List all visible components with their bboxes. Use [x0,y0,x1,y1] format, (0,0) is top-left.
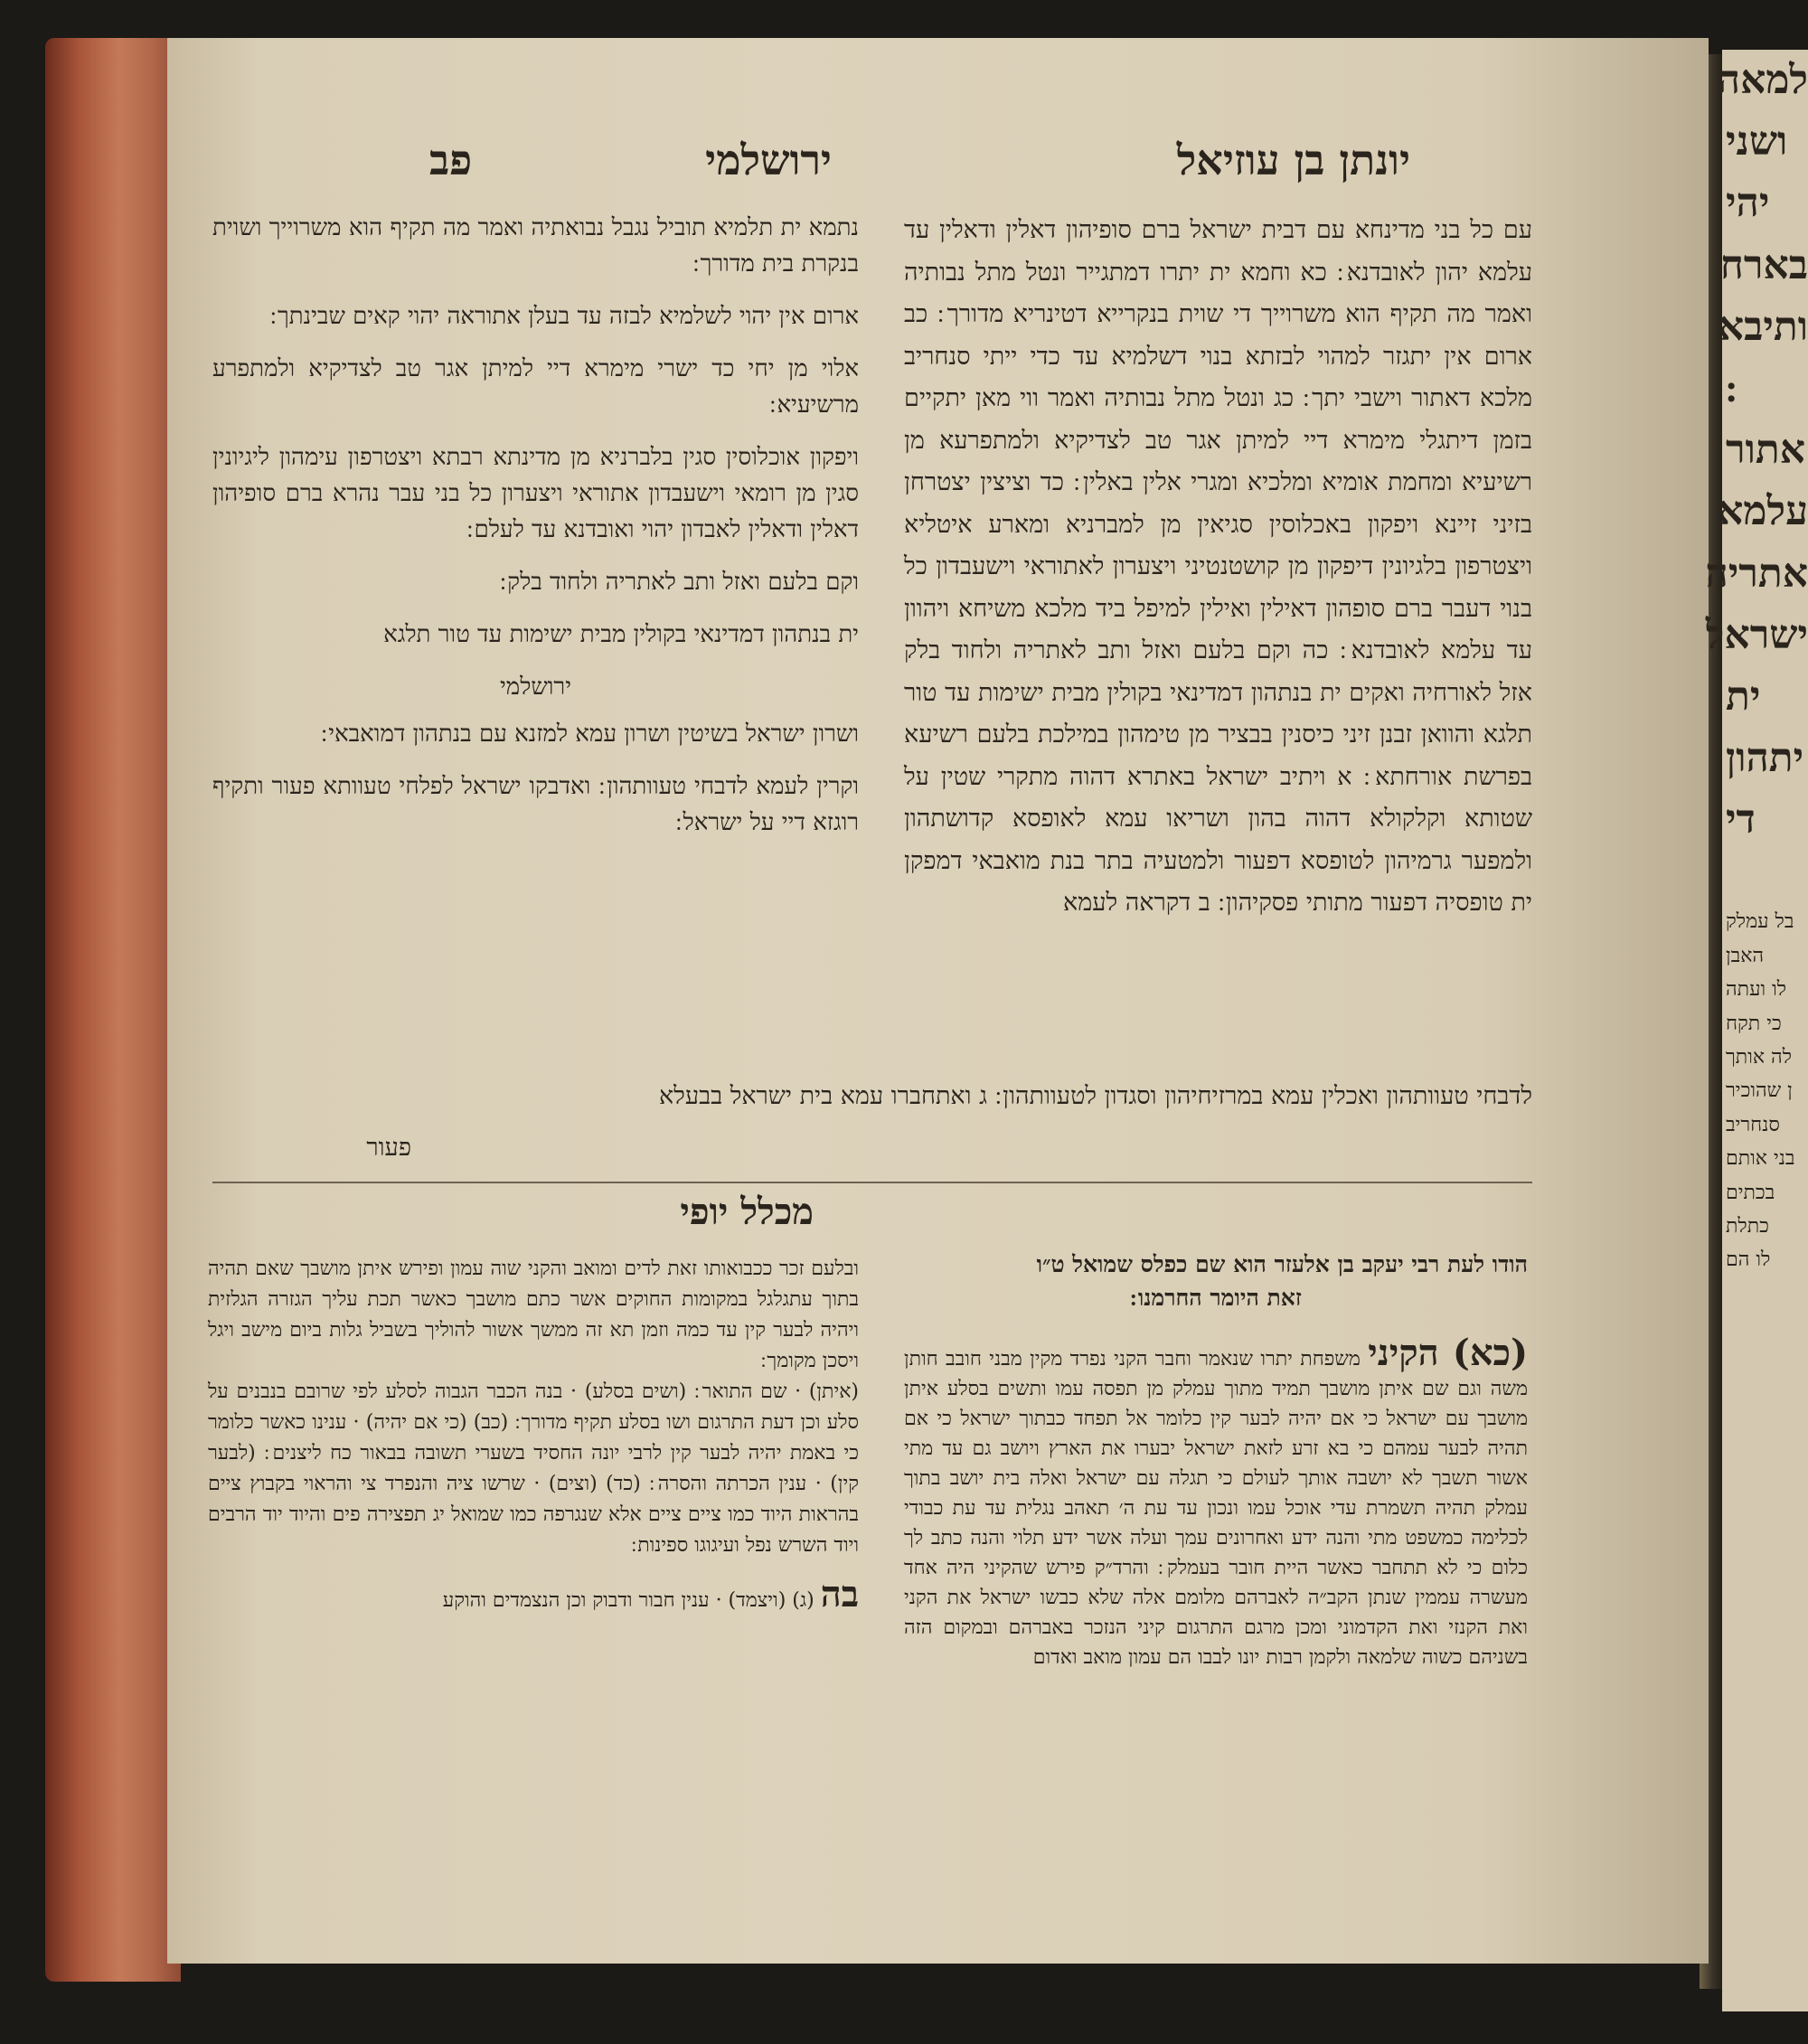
adjacent-page-lines [1705,50,1808,851]
yerushalmi-verse: ית בנתהון דמדינאי בקולין מבית ישימות עד טור תלגא [383,621,859,648]
adjacent-page-word: יהי [1726,180,1770,227]
targum-bottom-line: לדבחי טעוותהון ואכלין עמא במרזיחיהון וסגדון לטעוותהון ׃ ג ואתחברו עמא בית ישראל בבעלא [658,1082,1532,1110]
adjacent-page-word: עלמא [1718,488,1808,535]
running-header [393,136,1410,199]
adjacent-page-word: די [1726,796,1756,843]
targum-yonatan-column: עם כל בני מדינחא עם דבית ישראל ברם סופיהון דאלין ודאלין עד עלמא יהון לאובדנא ׃ כא וחמא ית יתרו דמתגייר ונטל מתל נבותיה ואמר מה תקיף הוא משרוייך די שוית בנקרייא דטינריא מדורך ׃ כב ארום אין יתגזר למהוי לבזתא בנוי דשלמיא עד כדי ייתי סנחריב מלכא דאתור וישבי יתך ׃ כג ונטל מתל נבותיה ואמר ווי מאן יתקיים בזמן דיתגלי מימרא דיי למיתן אגר טב לצדיקיא ולמתפרעא מן רשיעיא ומחמת אומיא ומלכיא ומגרי אלין באלין ׃ כד וציצין יצטרחן בזיני זיינא ויפקון באכלוסין סגיאין מן למברניא ומארע איטליא ויצטרפון בלגיונין דיפקון מן קושטנטיני ויצערון לאתוראי וישעבדון כל בנוי דעבר ברם סופהון דאילין ואילין למיפל ביד מלכא משיחא ויהוון עד עלמא לאובדנא ׃ כה וקם בלעם ואזל ותב לאתריה ולחוד בלק אזל לאורחיה ואקים ית בנתהון דמדינאי בקולין מבית ישימות עד טור תלגא והוואן זבנן זיני כיסנין בבציר מן טימהון במילכת בלעם רשיעא בפרשת אורחתא ׃ א ויתיב ישראל באתרא דהוה מתקרי שטין על שטותא וקלקולא דהוה בהון ושריאו עמא לאופסא קדושתהון ולמפער גרמיהון לטופסא דפעור ולמטעיה בתר בנת מואבאי דמפקן ית טופסיה דפעור מתותי פסקיהון ׃ ב דקראה לעמא [904,216,1532,917]
yerushalmi-subheading: ירושלמי [499,673,572,701]
adjacent-page-note: בני אותם [1726,1147,1795,1171]
commentary-paragraph: (איתן) · שם התואר ׃ (ושים בסלע) · בנה הכבר הגבוה לסלע לפי שרובם בנבנים על סלע וכן דעת התרגום ושו בסלע תקיף מדורך ׃ (כב) (כי אם יהיה) · ענינו כאשר כלומר כי באמת יהיה לבער קין לרבי יונה החסיד בשערי תשובה בבאור כח ליצנים ׃ (לבער קין) · ענין הכרתה והסרה ׃ (כד) (וצים) · שרשו ציה והנפרד צי והראוי בקבוץ ציים בהראות היוד כמו ציים ציים אלא שנגרפה כמו שמואל יג תפצירה פים והיוד יוד הרבים ויוד השרש נפל ועיגוגו ספינות ׃ [208,1380,859,1557]
adjacent-page-note: ן שהוכיר [1726,1079,1793,1103]
commentary-intro-2: זאת היומר החרמנו ׃ [1130,1285,1302,1311]
commentary-lemma: (כא) הקיני [1368,1332,1528,1374]
yerushalmi-verse: ושרון ישראל בשיטין ושרון עמא למזנא עם בנתהון דמואבאי ׃ [320,721,859,748]
adjacent-page-word: ית [1726,673,1761,720]
adjacent-page-small-lines [1722,905,1808,1276]
page-number: פב [429,136,473,184]
commentary-paragraph [904,1332,1529,1672]
yerushalmi-verse: אלוי מן יחי כד ישרי מימרא דיי למיתן אגר טב לצדיקיא ולמתפרע מרשיעיא ׃ [212,355,859,419]
adjacent-page-word: ושני [1726,118,1788,165]
header-title-yonatan: יונתן בן עוזיאל [1176,136,1410,184]
section-divider [212,1182,1532,1183]
book-page [167,38,1709,1964]
adjacent-page-word: ותיבא [1718,303,1808,350]
book-page-edge [45,38,181,1982]
header-title-yerushalmi: ירושלמי [705,136,832,184]
adjacent-page-note: האבן [1726,944,1765,967]
commentary-paragraph: ובלעם זכר ככבואותו זאת לדים ומואב והקני שוה עמון ופירש איתן מושבך שאם תהיה בתוך עתגלגל במקומות החוקים אשר כתם מושבך כאשר תכת עליך הגזרה הגלזית ויהיה לבער קין עד כמה וזמן תא זה ממשך אשור להוליך בשביל גלות ביום מישב ויגל ויסכן מקומך ׃ [208,1257,859,1372]
adjacent-page-note: סנחריב [1726,1113,1780,1136]
adjacent-page-word: יתהון [1726,735,1804,782]
commentary-right-column [904,1249,1528,1672]
adjacent-page-note: לה אותך [1726,1046,1792,1069]
adjacent-page-word: ישראל [1705,611,1808,658]
commentary-lemma: בה [820,1573,859,1615]
commentary-title: מכלל יופי [680,1191,814,1233]
adjacent-page-word: בארח [1719,241,1808,288]
yerushalmi-verse: נתמא ית תלמיא תוביל נגבל נבואתיה ואמר מה תקיף הוא משרוייך ושוית בנקרת בית מדורך ׃ [212,214,859,278]
adjacent-page-note: לו הם [1726,1248,1771,1272]
yerushalmi-column [212,210,859,857]
yerushalmi-verse: וקרין לעמא לדבחי טעוותהון ׃ ואדבקו ישראל לפלחי טעוותא פעור ותקיף רוגזא דיי על ישראל ׃ [212,773,859,836]
adjacent-page-word: אתור [1726,427,1805,474]
commentary-intro: הודו לעת רבי יעקב בן אלעזר הוא שם כפלס שמואל ט״ו [1036,1251,1528,1277]
adjacent-page-word [1722,358,1808,419]
commentary-text: (ג) (ויצמד) · ענין חבור ודבוק וכן הנצמדים והוקע [442,1589,815,1612]
adjacent-page-word: אתריה [1705,550,1808,597]
adjacent-page-word: למאה [1717,57,1808,103]
adjacent-page-fragment [1705,50,1808,2011]
commentary-left-column [208,1254,859,1616]
commentary-paragraph [208,1573,859,1616]
adjacent-page-note: בכתים [1726,1181,1775,1204]
yerushalmi-verse: וקם בלעם ואזל ותב לאתריה ולחוד בלק ׃ [499,569,859,596]
commentary-text: משפחת יתרו שנאמר וחבר הקני נפרד מקין מבני חובב חותן משה וגם שם איתן מושבך תמיד מתוך עמלק מן תפסה עמו ותשים בסלע איתן מושבך עם ישראל כי אם יהיה לבער קין כלומר אל תפחד כבתוך ישראל כי אם תהיה לבער עמהם כי בא זרע לזאת ישראל יבערו את הארץ ויושב גם עד מתי אשור תשבך לא יושבה אותך לעולם כי תגלה עם ישראל ואלה בית יושב בתוך עמלק תהיה תשמרת עדי אוכל עמו ונכון עד עת ה׳ תאהב נגלית עד עת כבודי לכלימה כמשפט מתי והנה ידע ואחרונים עמך ועלה אשר ידע תלוי והנה כתב לך כלום כי לא תתחבר כאשר היית חובר בעמלק ׃ והרד״ק פירש שהקיני היה אחד מעשרה עממין שנתן הקב״ה לאברהם מלומם אלה שלא כבשו ישראל את הקני ואת הקנזי ואת הקדמוני ומכן מרגם התרגום קיני הנזכר באברהם ובמקום הזה בשניהם כשוה שלמאה ולקמן רבות יונו לבבו הם עמון מואב ואדום [904,1348,1529,1669]
adjacent-page-note: בל עמלק [1726,910,1794,934]
adjacent-page-note: כי תקח [1726,1012,1782,1035]
adjacent-page-note: לו ועתה [1726,978,1787,1002]
targum-last-word: פעור [366,1134,411,1162]
yerushalmi-verse: ויפקון אוכלוסין סגין בלברניא מן מדינתא רבתא ויצטרפון עימהון ליגיונין סגין מן רומאי וישעבדון אתוראי ויצערון כל בני עבר נהרא ברם סופיהון דאלין ודאלין לאבדון יהוי ואובדנא עד לעלם ׃ [212,444,859,543]
yerushalmi-verse: ארום אין יהוי לשלמיא לבזה עד בעלן אתוראה יהוי קאים שבינתך ׃ [269,303,859,330]
adjacent-page-note: כתלת [1726,1214,1769,1238]
